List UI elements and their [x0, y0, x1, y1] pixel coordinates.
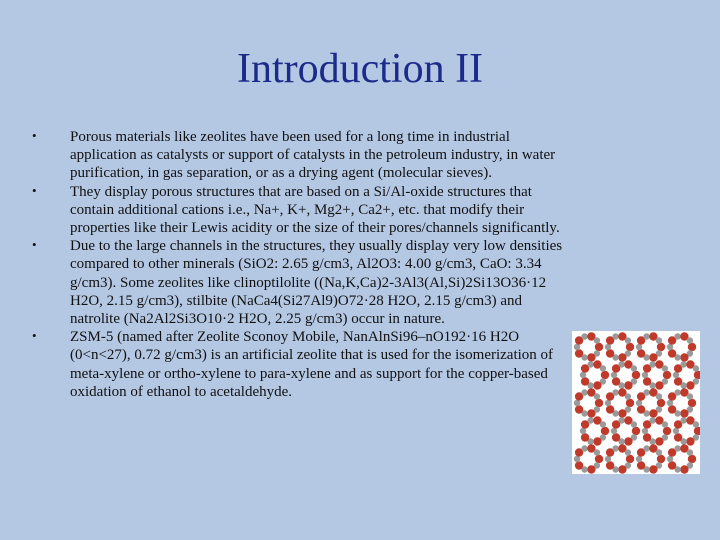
atom-mark: [632, 371, 640, 379]
atom-mark: [587, 465, 595, 473]
bullet-item-1: [26, 128, 571, 183]
atom-mark: [580, 428, 586, 434]
atom-mark: [649, 353, 657, 361]
atom-mark: [605, 344, 611, 350]
atom-mark: [600, 421, 606, 427]
atom-mark: [618, 361, 624, 367]
atom-mark: [674, 333, 680, 339]
atom-mark: [618, 353, 626, 361]
zeolite-structure-icon: [572, 331, 700, 474]
atom-mark: [581, 445, 587, 451]
atom-mark: [625, 449, 631, 455]
atom-mark: [587, 409, 595, 417]
bullet-list: [26, 128, 571, 401]
atom-mark: [587, 417, 593, 423]
atom-mark: [680, 417, 686, 423]
bullet-item-3: [26, 237, 571, 328]
atom-mark: [674, 389, 680, 395]
atom-mark: [668, 349, 676, 357]
atom-mark: [626, 455, 634, 463]
bullet-text: They display porous structures that are based on a Si/Al-oxide structures that contain additional cations i.e., Na+, K+, Mg2+, Ca2+, etc. that modify their properties like their Lewis acidity or the size of their pores/channels significantly.: [70, 183, 560, 237]
atom-mark: [686, 381, 694, 389]
bullet-item-4: [26, 328, 571, 401]
atom-mark: [674, 445, 680, 451]
atom-mark: [642, 428, 648, 434]
atom-mark: [612, 389, 618, 395]
atom-mark: [674, 433, 682, 441]
atom-mark: [637, 405, 645, 413]
atom-mark: [581, 433, 589, 441]
atom-mark: [631, 421, 637, 427]
atom-mark: [611, 372, 617, 378]
atom-mark: [581, 333, 587, 339]
atom-mark: [612, 333, 618, 339]
atom-mark: [574, 456, 580, 462]
bullet-dot-icon: •: [32, 237, 37, 253]
atom-mark: [668, 461, 676, 469]
atom-mark: [594, 449, 600, 455]
atom-mark: [636, 344, 642, 350]
atom-mark: [655, 437, 663, 445]
atom-mark: [612, 377, 620, 385]
atom-mark: [649, 361, 655, 367]
atom-mark: [595, 455, 603, 463]
atom-mark: [625, 393, 631, 399]
atom-mark: [680, 465, 688, 473]
atom-mark: [693, 421, 699, 427]
atom-mark: [668, 405, 676, 413]
atom-mark: [643, 445, 649, 451]
atom-mark: [673, 372, 679, 378]
atom-mark: [606, 349, 614, 357]
atom-mark: [600, 365, 606, 371]
atom-mark: [575, 461, 583, 469]
atom-mark: [657, 455, 665, 463]
atom-mark: [663, 371, 671, 379]
atom-mark: [606, 461, 614, 469]
atom-mark: [662, 421, 668, 427]
atom-mark: [663, 427, 671, 435]
atom-mark: [605, 456, 611, 462]
atom-mark: [574, 344, 580, 350]
atom-mark: [626, 343, 634, 351]
atom-mark: [593, 437, 601, 445]
atom-mark: [643, 389, 649, 395]
atom-mark: [656, 393, 662, 399]
atom-mark: [624, 437, 632, 445]
bullet-dot-icon: •: [32, 128, 37, 143]
atom-mark: [581, 377, 589, 385]
atom-mark: [594, 393, 600, 399]
atom-mark: [595, 399, 603, 407]
atom-mark: [587, 353, 595, 361]
atom-mark: [611, 428, 617, 434]
atom-mark: [618, 465, 626, 473]
atom-mark: [587, 361, 593, 367]
atom-mark: [694, 427, 700, 435]
atom-mark: [687, 337, 693, 343]
bullet-dot-icon: •: [32, 328, 37, 344]
atom-mark: [618, 409, 626, 417]
atom-mark: [674, 377, 682, 385]
atom-mark: [606, 405, 614, 413]
atom-mark: [580, 372, 586, 378]
atom-mark: [673, 428, 679, 434]
zeolite-structure-image: [572, 331, 700, 474]
bullet-text: ZSM-5 (named after Zeolite Sconoy Mobile, NanAlnSi96–nO192·16 H2O (0<n<27), 0.72 g/cm3) is an artificial zeolite that is used for the isomerization of meta-xylene or ortho-xylene to para-xylene and as support for the copper-based oxidation of ethanol to acetaldehyde.: [70, 329, 554, 400]
atom-mark: [637, 461, 645, 469]
atom-mark: [637, 349, 645, 357]
atom-mark: [624, 381, 632, 389]
atom-mark: [649, 409, 657, 417]
atom-mark: [680, 409, 688, 417]
atom-mark: [601, 427, 609, 435]
atom-mark: [643, 433, 651, 441]
slide-title: Introduction II: [236, 46, 484, 92]
bullet-dot-icon: •: [32, 182, 37, 198]
atom-mark: [667, 344, 673, 350]
atom-mark: [687, 393, 693, 399]
atom-mark: [694, 371, 700, 379]
atom-mark: [626, 399, 634, 407]
atom-mark: [667, 400, 673, 406]
atom-mark: [612, 433, 620, 441]
atom-mark: [625, 337, 631, 343]
atom-mark: [649, 417, 655, 423]
atom-mark: [643, 377, 651, 385]
atom-mark: [688, 399, 696, 407]
atom-mark: [612, 445, 618, 451]
atom-mark: [688, 455, 696, 463]
atom-mark: [657, 343, 665, 351]
atom-mark: [642, 372, 648, 378]
atom-mark: [693, 365, 699, 371]
bullet-item-2: [26, 183, 571, 238]
atom-mark: [575, 349, 583, 357]
atom-mark: [618, 417, 624, 423]
atom-mark: [575, 405, 583, 413]
atom-mark: [656, 449, 662, 455]
bullet-text: Porous materials like zeolites have been used for a long time in industrial application as catalysts or support of catalysts in the petroleum industry, in water purification, in gas separation, or as a drying agent (molecular sieves).: [70, 129, 556, 182]
atom-mark: [688, 343, 696, 351]
atom-mark: [636, 456, 642, 462]
atom-mark: [595, 343, 603, 351]
atom-mark: [631, 365, 637, 371]
atom-mark: [636, 400, 642, 406]
atom-mark: [662, 365, 668, 371]
atom-mark: [655, 381, 663, 389]
bullet-text: Due to the large channels in the structures, they usually display very low densities compared to other minerals (SiO2: 2.65 g/cm3, Al2O3: 4.00 g/cm3, CaO: 3.34 g/cm3). Some zeolites like clinoptilolite ((Na,K,Ca)2-3Al3(Al,Si)2Si13O36·12 H2O, 2.15 g/cm3), stilbite (NaCa4(Si27Al9)O72·28 H2O, 2.15 g/cm3) and natrolite (Na2Al2Si3O10·2 H2O, 2.25 g/cm3) occur in nature.: [70, 238, 563, 328]
atom-mark: [605, 400, 611, 406]
atom-mark: [687, 449, 693, 455]
atom-mark: [657, 399, 665, 407]
atom-mark: [601, 371, 609, 379]
atom-mark: [656, 337, 662, 343]
atom-mark: [594, 337, 600, 343]
atom-mark: [632, 427, 640, 435]
atom-mark: [680, 353, 688, 361]
atom-mark: [593, 381, 601, 389]
atom-mark: [574, 400, 580, 406]
atom-mark: [680, 361, 686, 367]
atom-mark: [643, 333, 649, 339]
atom-mark: [686, 437, 694, 445]
atom-mark: [581, 389, 587, 395]
atom-mark: [667, 456, 673, 462]
atom-mark: [649, 465, 657, 473]
